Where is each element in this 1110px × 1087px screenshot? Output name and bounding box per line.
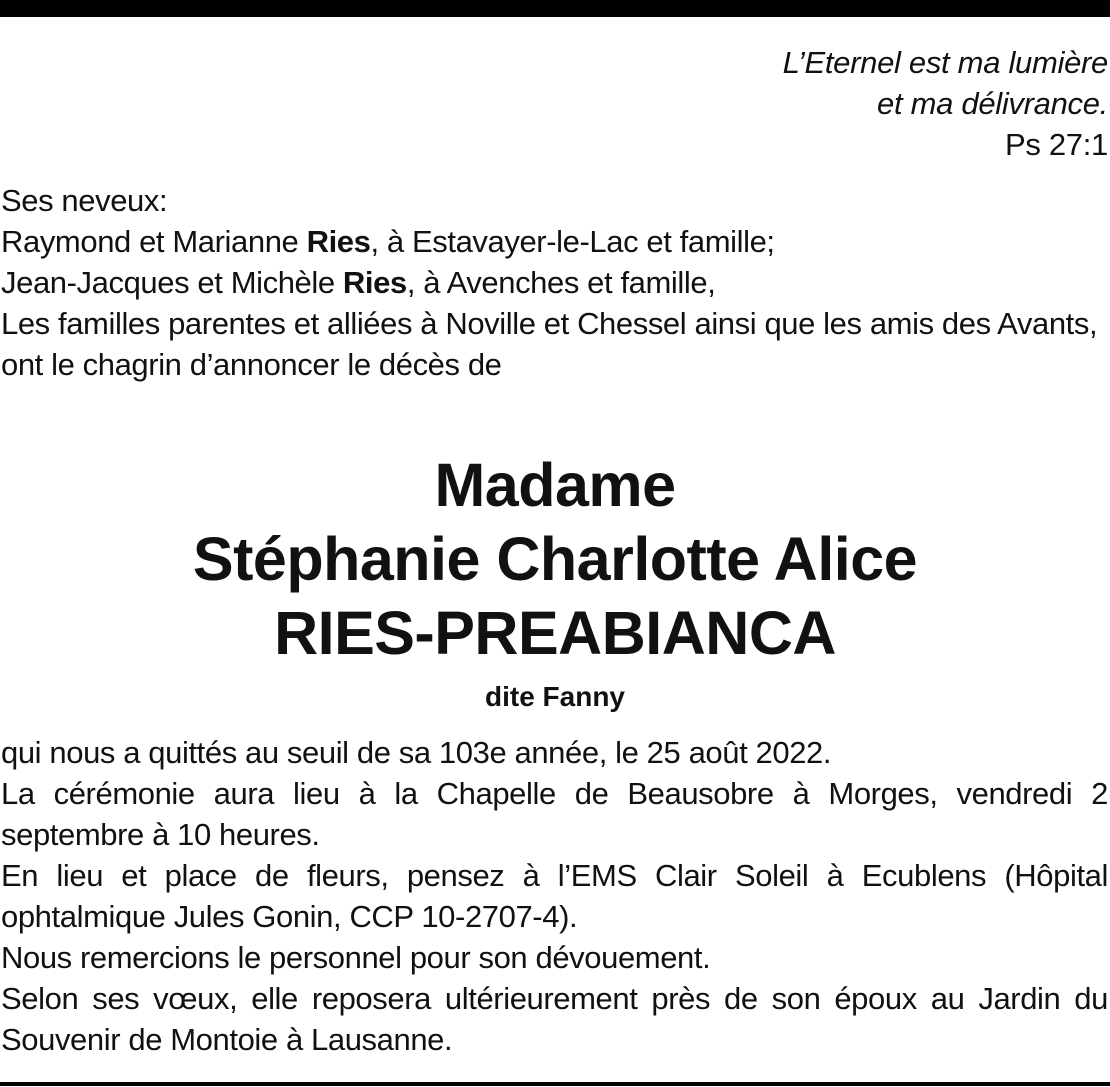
- surname-bold: Ries: [306, 224, 371, 259]
- verse-line-1: L’Eternel est ma lumière: [782, 45, 1108, 80]
- intro-line-families: Les familles parentes et alliées à Noville et Chessel ainsi que les amis des Avants,: [1, 306, 1098, 341]
- intro-line-jean-jacques: Jean-Jacques et Michèle Ries, à Avenches et famille,: [1, 265, 716, 300]
- deceased-title: Madame: [434, 451, 676, 519]
- intro-line-announcement: ont le chagrin d’annoncer le décès de: [1, 347, 502, 382]
- top-border-rule: [0, 0, 1110, 17]
- verse-line-2: et ma délivrance.: [877, 86, 1108, 121]
- details-thanks: Nous remercions le personnel pour son dévouement.: [1, 940, 711, 975]
- deceased-given-names: Stéphanie Charlotte Alice: [192, 525, 918, 593]
- deceased-name: [0, 448, 1110, 670]
- bottom-border-rule: [0, 1082, 1110, 1086]
- bible-verse: [783, 42, 1108, 165]
- details-burial: Selon ses vœux, elle reposera ultérieurement près de son époux au Jardin du Souvenir de Montoie à Lausanne.: [1, 981, 1108, 1057]
- verse-reference: Ps 27:1: [1004, 127, 1108, 162]
- family-announcement: [1, 180, 1108, 385]
- details-ceremony: La cérémonie aura lieu à la Chapelle de Beausobre à Morges, vendredi 2 septembre à 10 heures.: [1, 776, 1108, 852]
- details-passing: qui nous a quittés au seuil de sa 103e année, le 25 août 2022.: [1, 735, 832, 770]
- intro-line-raymond: Raymond et Marianne Ries, à Estavayer-le-Lac et famille;: [1, 224, 775, 259]
- funeral-details: [1, 732, 1108, 1060]
- deceased-alias: dite Fanny: [484, 681, 625, 712]
- details-donations: En lieu et place de fleurs, pensez à l’EMS Clair Soleil à Ecublens (Hôpital ophtalmique Jules Gonin, CCP 10-2707-4).: [1, 858, 1108, 934]
- intro-line-nephews: Ses neveux:: [1, 183, 168, 218]
- deceased-surname: RIES-PREABIANCA: [274, 599, 836, 667]
- surname-bold: Ries: [342, 265, 407, 300]
